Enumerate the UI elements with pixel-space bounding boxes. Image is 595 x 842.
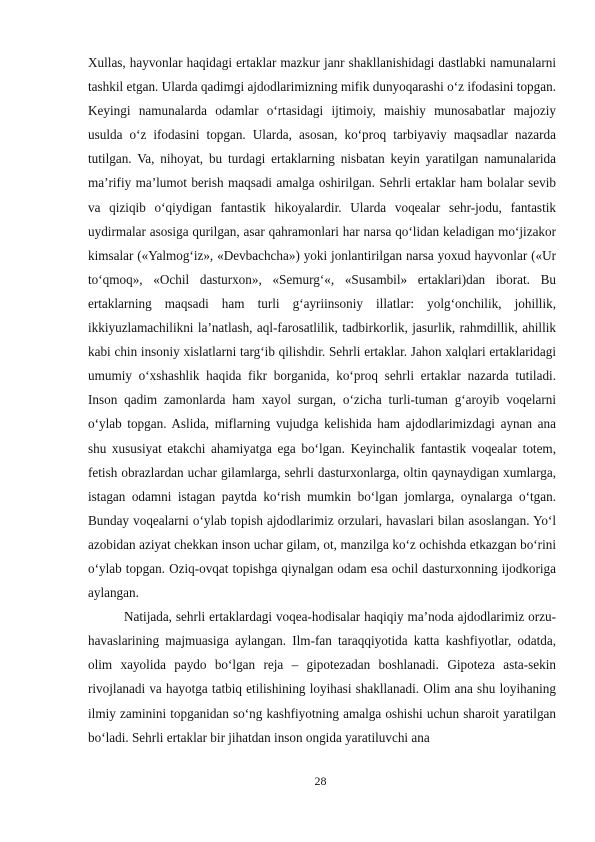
paragraph-1: Xullas, hayvonlar haqidagi ertaklar mazkur janr shakllanishidagi dastlabki namunalarni tashkil etgan. Ularda qadimgi ajdodlarimizning mifik dunyoqarashi o‘z ifodasini topgan. Keyingi namunalarda odamlar o‘rtasidagi ijtimoiy, maishiy munosabatlar majoziy usulda o‘z ifodasini topgan. Ularda, asosan, ko‘proq tarbiyaviy maqsadlar nazarda tutilgan. Va, nihoyat, bu turdagi ertaklarning nisbatan keyin yaratilgan namunalarida ma’rifiy ma’lumot berish maqsadi amalga oshirilgan. Sehrli ertaklar ham bolalar sevib va qiziqib o‘qiydigan fantastik hikoyalardir. Ularda voqealar sehr-jodu, fantastik uydirmalar asosiga qurilgan, asar qahramonlari har narsa qo‘lidan keladigan mo‘jizakor kimsalar («Yalmog‘iz», «Devbachcha») yoki jonlantirilgan narsa yoxud hayvonlar («Ur to‘qmoq», «Ochil dasturxon», «Semurg‘«, «Susambil» ertaklari)dan iborat. Bu ertaklarning maqsadi ham turli g‘ayriinsoniy illatlar: yolg‘onchilik, johillik, ikkiyuzlamachilikni la’natlash, aql-farosatlilik, tadbirkorlik, jasurlik, rahmdillik, ahillik kabi chin insoniy xislatlarni targ‘ib qilishdir. Sehrli ertaklar. Jahon xalqlari ertaklaridagi umumiy o‘xshashlik haqida fikr borganida, ko‘proq sehrli ertaklar nazarda tutiladi. Inson qadim zamonlarda ham xayol surgan, o‘zicha turli-tuman g‘aroyib voqelarni o‘ylab topgan. Aslida, miflarning vujudga kelishida ham ajdodlarimizdagi aynan ana shu xususiyat etakchi ahamiyatga ega bo‘lgan. Keyinchalik fantastik voqealar totem, fetish obrazlardan uchar gilamlarga, sehrli dasturxonlarga, oltin qaynaydigan xumlarga, istagan odamni istagan paytda ko‘rish mumkin bo‘lgan jomlarga, oynalarga o‘tgan. Bunday voqealarni o‘ylab topish ajdodlarimiz orzulari, havaslari bilan asoslangan. Yo‘l azobidan aziyat chekkan inson uchar gilam, ot, manzilga ko‘z ochishda etkazgan bo‘rini o‘ylab topgan. Oziq-ovqat topishga qiynalgan odam esa ochil dasturxonning ijodkoriga aylangan.	[88, 55, 556, 601]
page-number: 28	[314, 774, 327, 788]
paragraph-2: Natijada, sehrli ertaklardagi voqea-hodisalar haqiqiy ma’noda ajdodlarimiz orzu-havaslarining majmuasiga aylangan. Ilm-fan taraqqiyotida katta kashfiyotlar, odatda, olim xayolida paydo bo‘lgan reja – gipotezadan boshlanadi. Gipoteza asta-sekin rivojlanadi va hayotga tatbiq etilishining loyihasi shakllanadi. Olim ana shu loyihaning ilmiy zaminini topganidan so‘ng kashfiyotning amalga oshishi uchun sharoit yaratilgan bo‘ladi. Sehrli ertaklar bir jihatdan inson ongida yaratiluvchi ana	[88, 609, 556, 745]
page-body	[88, 51, 556, 750]
